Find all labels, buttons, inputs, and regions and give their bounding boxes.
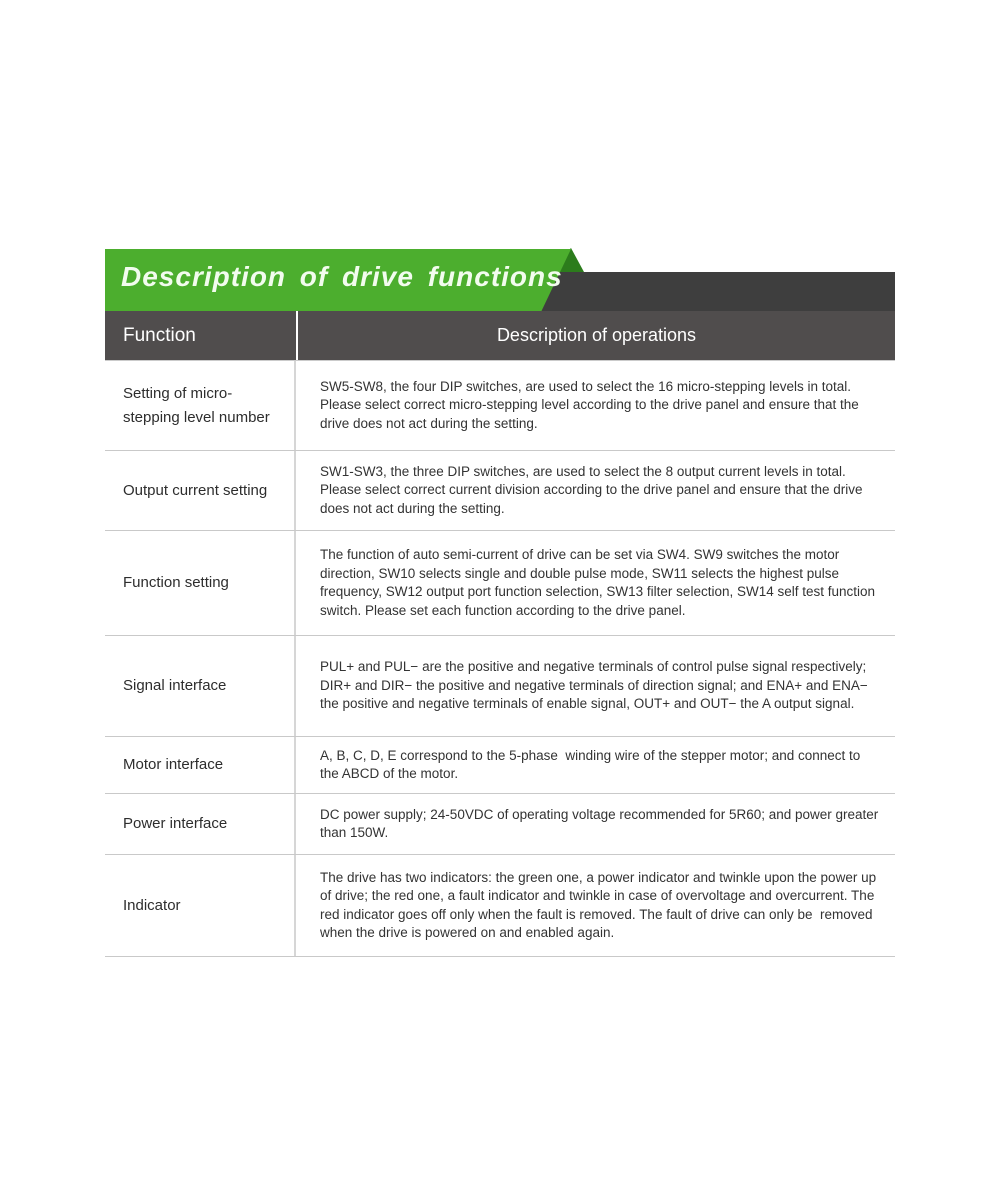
- function-label: Output current setting: [123, 481, 268, 499]
- description-text: A, B, C, D, E correspond to the 5-phase winding wire of the stepper motor; and connect to the ABCD of the motor.: [320, 747, 865, 781]
- description-cell: [296, 855, 895, 956]
- table-row-indicator: [105, 855, 895, 957]
- description-cell: [296, 794, 895, 854]
- table-row-motor-interface: [105, 737, 895, 794]
- function-cell: [105, 451, 296, 530]
- function-column-header: Function: [123, 324, 196, 346]
- table-header-row: [105, 311, 895, 360]
- function-label: Signal interface: [123, 677, 227, 694]
- function-cell: [105, 361, 296, 450]
- description-cell: [296, 361, 895, 450]
- function-cell: [105, 794, 296, 854]
- description-text: PUL+ and PUL− are the positive and negative terminals of control pulse signal respectively; DIR+ and DIR− the positive and negative terminals of direction signal; and ENA+ and ENA− the positive and negative terminals of enable signal, OUT+ and OUT− the A output signal.: [320, 659, 872, 712]
- description-text: SW1-SW3, the three DIP switches, are used to select the 8 output current levels in total. Please select correct current division according to the drive panel and ensure that the drive does not act during the setting.: [320, 463, 867, 516]
- description-column-header: Description of operations: [296, 311, 895, 360]
- description-text: DC power supply; 24-50VDC of operating voltage recommended for 5R60; and power greater than 150W.: [320, 806, 883, 840]
- function-label: Setting of micro-stepping level number: [123, 384, 270, 426]
- function-cell: [105, 636, 296, 736]
- description-cell: [296, 451, 895, 530]
- table-row-signal-interface: [105, 636, 895, 737]
- banner-title: Description of drive functions: [121, 261, 563, 292]
- function-cell: [105, 737, 296, 793]
- function-label: Indicator: [123, 896, 181, 914]
- description-text: The drive has two indicators: the green one, a power indicator and twinkle upon the power up of drive; the red one, a fault indicator and twinkle in case of overvoltage and overcurrent. The red indicator goes off only when the fault is removed. The fault of drive can only be removed when the drive is powered on and enabled again.: [320, 869, 880, 940]
- table-row-power-interface: [105, 794, 895, 855]
- banner: [105, 248, 895, 312]
- table-row-micro-stepping: [105, 361, 895, 451]
- table-row-function-setting: [105, 531, 895, 636]
- function-label: Motor interface: [123, 756, 224, 773]
- description-cell: [296, 737, 895, 793]
- description-text: The function of auto semi-current of drive can be set via SW4. SW9 switches the motor direction, SW10 selects single and double pulse mode, SW11 selects the highest pulse frequency, SW12 output port function selection, SW13 filter selection, SW14 self test function switch. Please set each function according to the drive panel.: [320, 547, 879, 618]
- description-cell: [296, 636, 895, 736]
- description-cell: [296, 531, 895, 635]
- description-text: SW5-SW8, the four DIP switches, are used to select the 16 micro-stepping levels in total. Please select correct micro-stepping level according to the drive panel and ensure that the drive does not act during the setting.: [320, 378, 863, 431]
- function-cell: [105, 855, 296, 956]
- function-cell: [105, 531, 296, 635]
- table-row-output-current: [105, 451, 895, 531]
- table-body: [105, 360, 895, 957]
- banner-bar: [535, 272, 895, 312]
- function-label: Power interface: [123, 815, 228, 832]
- function-label: Function setting: [123, 574, 229, 591]
